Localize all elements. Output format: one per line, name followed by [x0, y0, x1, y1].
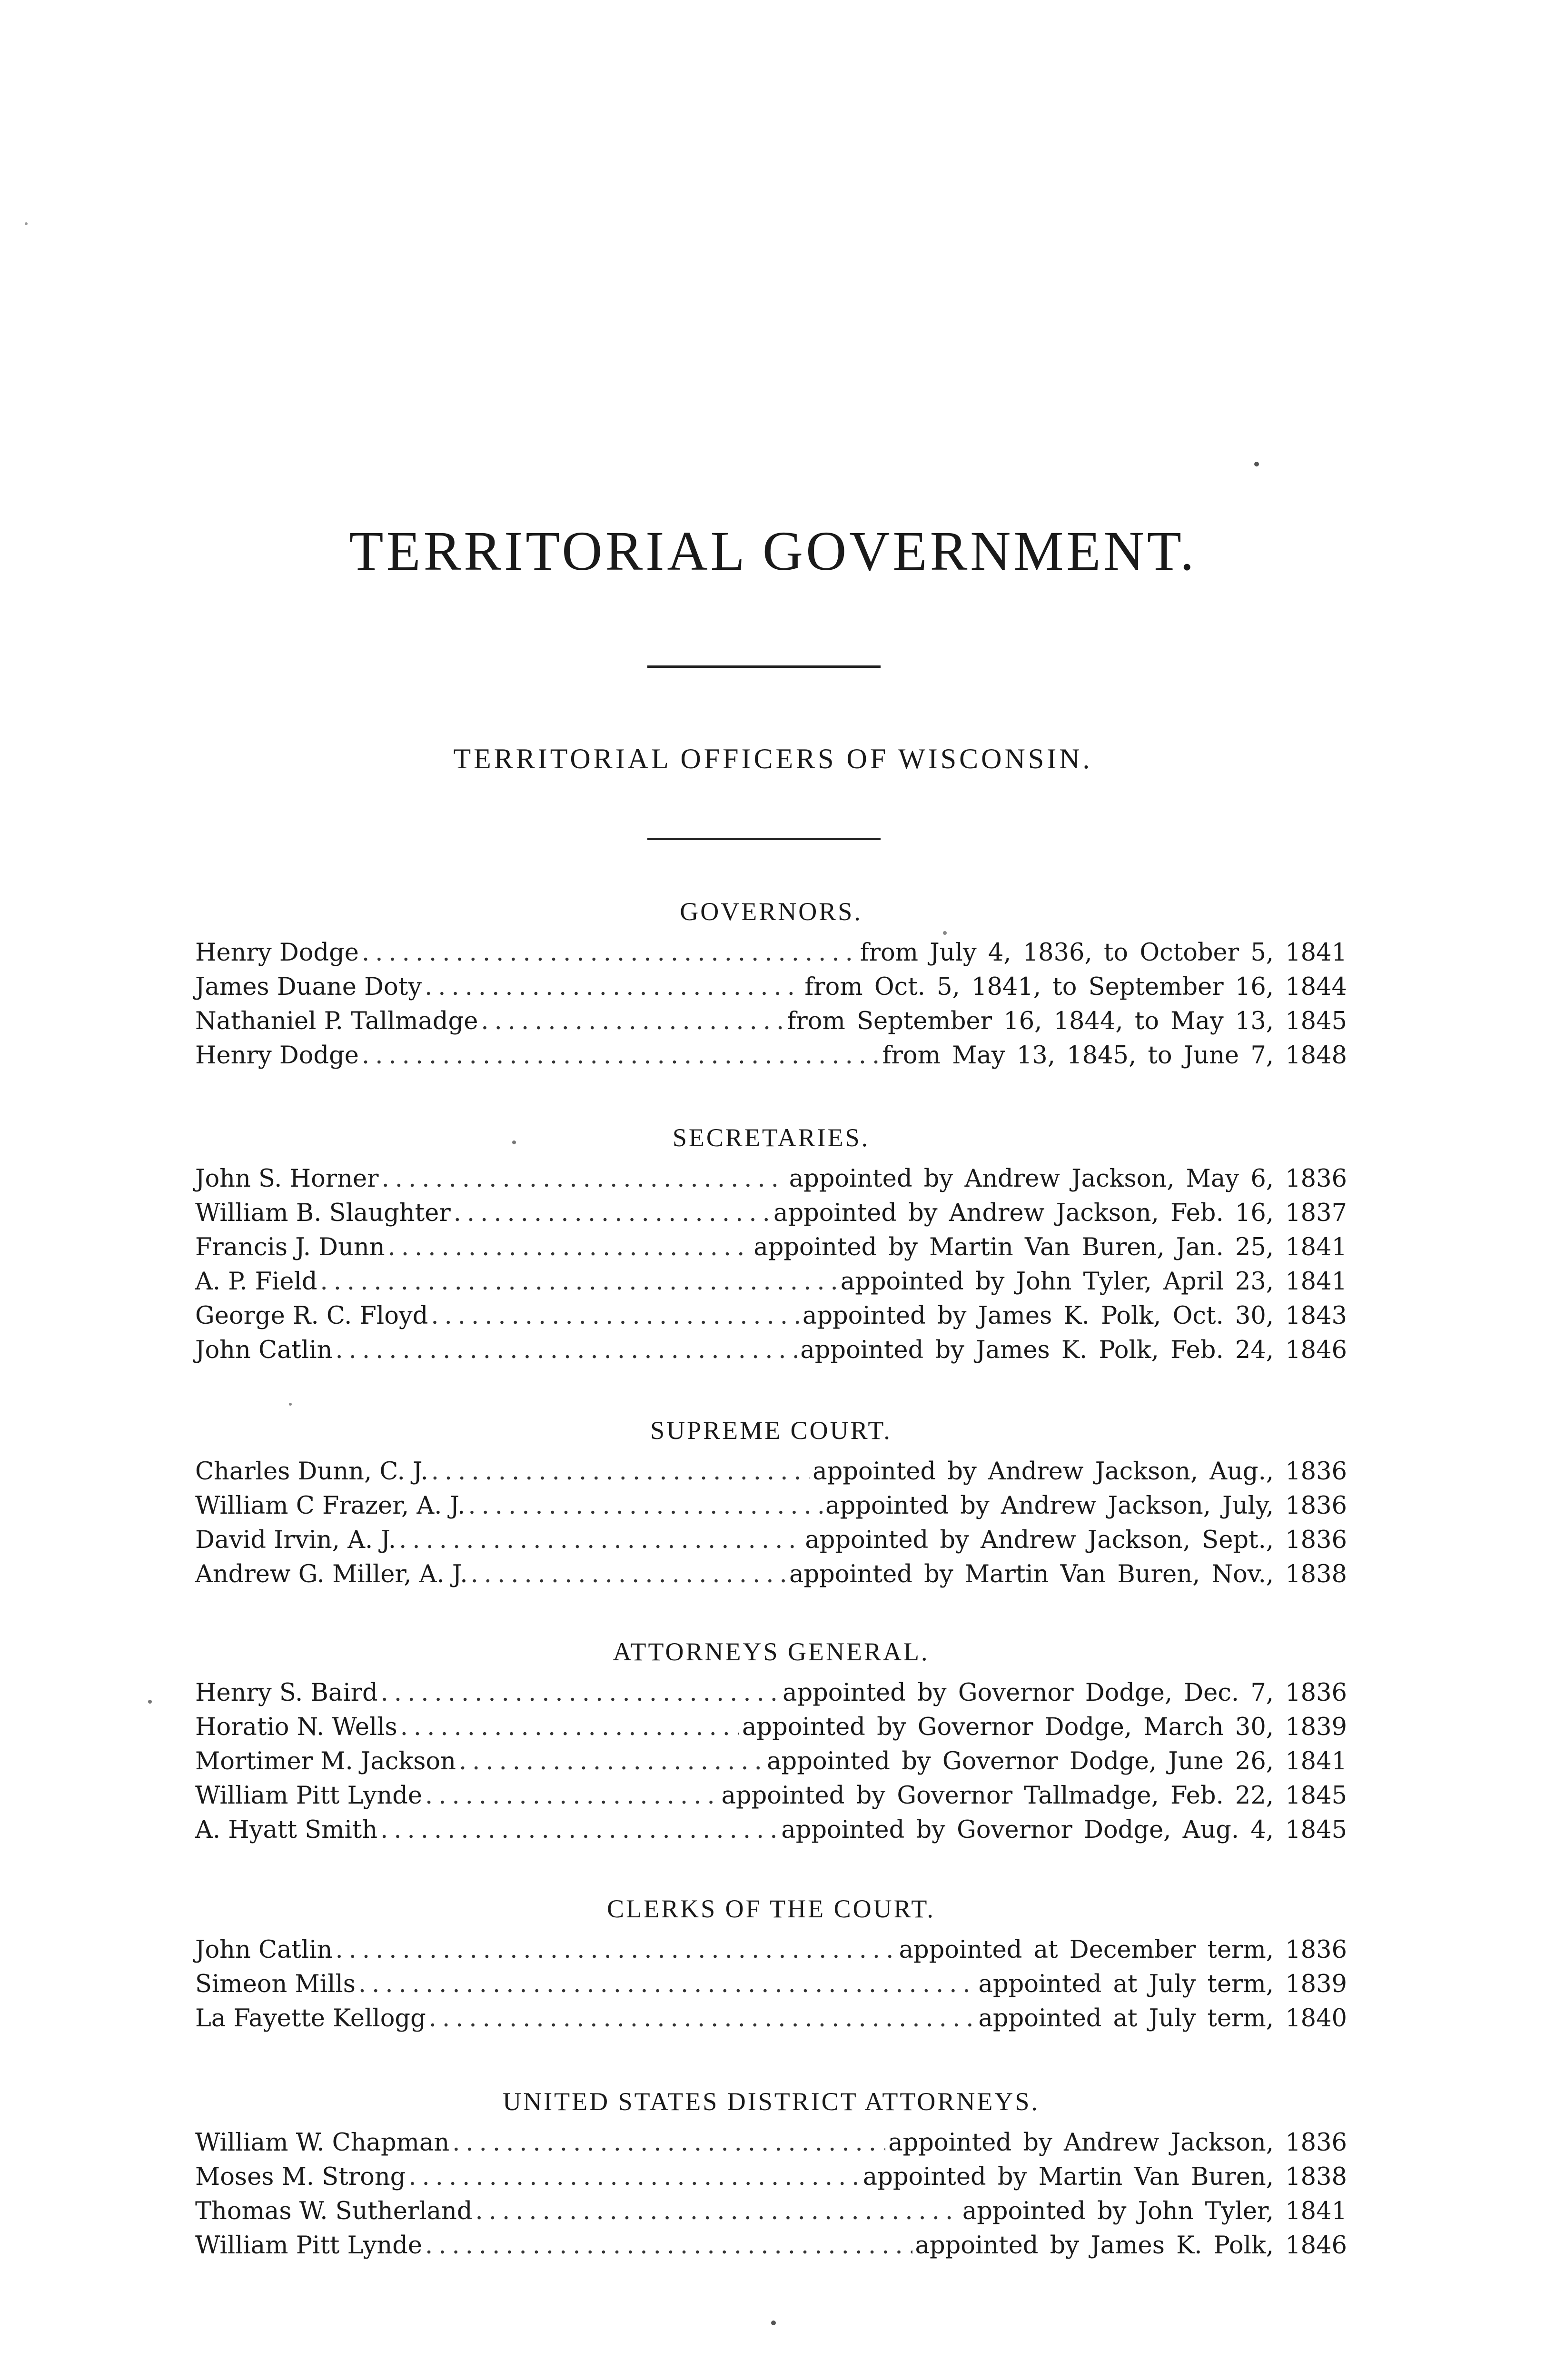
section-heading: SECRETARIES.: [672, 1123, 870, 1152]
list-item: [195, 1676, 1347, 1710]
officer-detail: appointed at December term, 1836: [899, 1936, 1347, 1964]
dot-leader: [362, 936, 857, 970]
officer-detail: appointed by Martin Van Buren, Nov., 1838: [789, 1560, 1347, 1588]
dot-leader: [459, 1745, 764, 1779]
officer-name: William Pitt Lynde: [195, 1782, 423, 1810]
section-attorneys-general: [195, 1630, 1347, 1847]
page-title: TERRITORIAL GOVERNMENT.: [349, 520, 1197, 582]
officer-detail: from July 4, 1836, to October 5, 1841: [860, 939, 1347, 967]
officer-name: A. P. Field: [195, 1268, 317, 1296]
officer-detail: from May 13, 1845, to June 7, 1848: [882, 1041, 1347, 1070]
list-item: [195, 1299, 1347, 1333]
officer-detail: appointed by John Tyler, 1841: [962, 2197, 1347, 2225]
list-item: [195, 1489, 1347, 1523]
officer-name: John Catlin: [195, 1936, 333, 1964]
officer-detail: appointed by Andrew Jackson, Sept., 1836: [805, 1526, 1347, 1554]
section-heading: CLERKS OF THE COURT.: [607, 1894, 935, 1923]
officer-name: La Fayette Kellogg: [195, 2004, 426, 2033]
officer-name: William Pitt Lynde: [195, 2231, 423, 2260]
section-heading: UNITED STATES DISTRICT ATTORNEYS.: [503, 2087, 1040, 2116]
officer-detail: appointed by Andrew Jackson, July, 1836: [825, 1492, 1347, 1520]
officer-name: William C Frazer, A. J.: [195, 1492, 466, 1520]
officer-name: David Irvin, A. J.: [195, 1526, 396, 1554]
list-item: [195, 1967, 1347, 2002]
officer-detail: from September 16, 1844, to May 13, 1845: [787, 1007, 1347, 1035]
dot-leader: [381, 1676, 780, 1710]
officer-detail: appointed by Martin Van Buren, 1838: [862, 2163, 1347, 2191]
dot-leader: [468, 1489, 823, 1523]
officer-detail: appointed by James K. Polk, Feb. 24, 1846: [800, 1336, 1347, 1364]
officer-detail: appointed by Andrew Jackson, 1836: [888, 2129, 1347, 2157]
dot-leader: [335, 1333, 797, 1368]
dot-leader: [408, 2160, 860, 2194]
list-item: [195, 2126, 1347, 2160]
officer-detail: appointed by Andrew Jackson, Feb. 16, 1837: [773, 1199, 1347, 1227]
section-heading: GOVERNORS.: [680, 897, 862, 926]
officer-name: Charles Dunn, C. J.: [195, 1458, 428, 1486]
officer-detail: appointed by James K. Polk, 1846: [915, 2231, 1347, 2260]
list-item: [195, 1745, 1347, 1779]
list-item: [195, 970, 1347, 1004]
dot-leader: [320, 1265, 838, 1299]
list-item: [195, 2229, 1347, 2263]
officer-name: Henry S. Baird: [195, 1679, 378, 1707]
officer-name: Thomas W. Sutherland: [195, 2197, 473, 2225]
dot-leader: [380, 1813, 778, 1847]
dot-leader: [452, 2126, 885, 2160]
dot-leader: [454, 1196, 771, 1230]
dot-leader: [425, 1779, 719, 1813]
officer-name: A. Hyatt Smith: [195, 1816, 378, 1844]
officer-detail: appointed by Martin Van Buren, Jan. 25, 1841: [753, 1233, 1347, 1261]
dot-leader: [471, 1557, 786, 1592]
dot-leader: [335, 1933, 896, 1967]
officer-name: Nathaniel P. Tallmadge: [195, 1007, 478, 1035]
officer-detail: appointed by Governor Dodge, Dec. 7, 1836: [783, 1679, 1347, 1707]
dot-leader: [476, 2194, 960, 2229]
list-item: [195, 1710, 1347, 1745]
officer-detail: from Oct. 5, 1841, to September 16, 1844: [804, 973, 1347, 1001]
list-item: [195, 2160, 1347, 2194]
dot-leader: [425, 970, 802, 1004]
officer-name: John S. Horner: [195, 1165, 379, 1193]
list-item: [195, 1265, 1347, 1299]
dot-leader: [425, 2229, 912, 2263]
list-item: [195, 1557, 1347, 1592]
officer-detail: appointed by Governor Tallmadge, Feb. 22, 1845: [721, 1782, 1347, 1810]
officer-detail: appointed at July term, 1840: [978, 2004, 1347, 2033]
list-item: [195, 1039, 1347, 1073]
list-item: [195, 1933, 1347, 1967]
section-secretaries: [195, 1116, 1347, 1368]
officer-detail: appointed by Governor Dodge, Aug. 4, 1845: [781, 1816, 1347, 1844]
officer-detail: appointed by Governor Dodge, March 30, 1839: [742, 1713, 1347, 1741]
officer-name: Francis J. Dunn: [195, 1233, 385, 1261]
officer-detail: appointed by Andrew Jackson, May 6, 1836: [789, 1165, 1347, 1193]
officer-name: William B. Slaughter: [195, 1199, 451, 1227]
list-item: [195, 2194, 1347, 2229]
subtitle-divider: [647, 838, 881, 840]
section-supreme-court: [195, 1409, 1347, 1592]
officer-name: Horatio N. Wells: [195, 1713, 397, 1741]
list-item: [195, 1162, 1347, 1196]
section-heading: SUPREME COURT.: [650, 1416, 892, 1445]
section-heading: ATTORNEYS GENERAL.: [613, 1637, 930, 1666]
list-item: [195, 1523, 1347, 1557]
dot-leader: [382, 1162, 786, 1196]
officer-name: Andrew G. Miller, A. J.: [195, 1560, 468, 1588]
officer-detail: appointed by Governor Dodge, June 26, 1841: [767, 1747, 1347, 1775]
dot-leader: [481, 1004, 784, 1039]
dot-leader: [399, 1523, 802, 1557]
list-item: [195, 936, 1347, 970]
dot-leader: [431, 1455, 810, 1489]
officer-name: John Catlin: [195, 1336, 333, 1364]
dot-leader: [358, 1967, 976, 2002]
officer-name: Moses M. Strong: [195, 2163, 406, 2191]
officer-detail: appointed by Andrew Jackson, Aug., 1836: [813, 1458, 1347, 1486]
officer-name: Simeon Mills: [195, 1970, 356, 1998]
section-district-attorneys: [195, 2080, 1347, 2263]
page-subtitle: TERRITORIAL OFFICERS OF WISCONSIN.: [453, 743, 1093, 774]
dot-leader: [400, 1710, 739, 1745]
officer-name: William W. Chapman: [195, 2129, 450, 2157]
dot-leader: [429, 2002, 976, 2036]
officer-detail: appointed by John Tyler, April 23, 1841: [840, 1268, 1347, 1296]
dot-leader: [362, 1039, 880, 1073]
list-item: [195, 1455, 1347, 1489]
list-item: [195, 2002, 1347, 2036]
officer-name: George R. C. Floyd: [195, 1302, 428, 1330]
officer-name: Mortimer M. Jackson: [195, 1747, 456, 1775]
list-item: [195, 1004, 1347, 1039]
dot-leader: [388, 1230, 751, 1265]
title-divider: [647, 665, 881, 668]
list-item: [195, 1779, 1347, 1813]
officer-name: Henry Dodge: [195, 939, 359, 967]
list-item: [195, 1333, 1347, 1368]
list-item: [195, 1230, 1347, 1265]
officer-detail: appointed by James K. Polk, Oct. 30, 1843: [802, 1302, 1347, 1330]
officer-name: Henry Dodge: [195, 1041, 359, 1070]
list-item: [195, 1813, 1347, 1847]
section-governors: [195, 890, 1347, 1073]
officer-name: James Duane Doty: [195, 973, 422, 1001]
dot-leader: [431, 1299, 800, 1333]
section-clerks-of-the-court: [195, 1887, 1347, 2036]
list-item: [195, 1196, 1347, 1230]
officer-detail: appointed at July term, 1839: [978, 1970, 1347, 1998]
